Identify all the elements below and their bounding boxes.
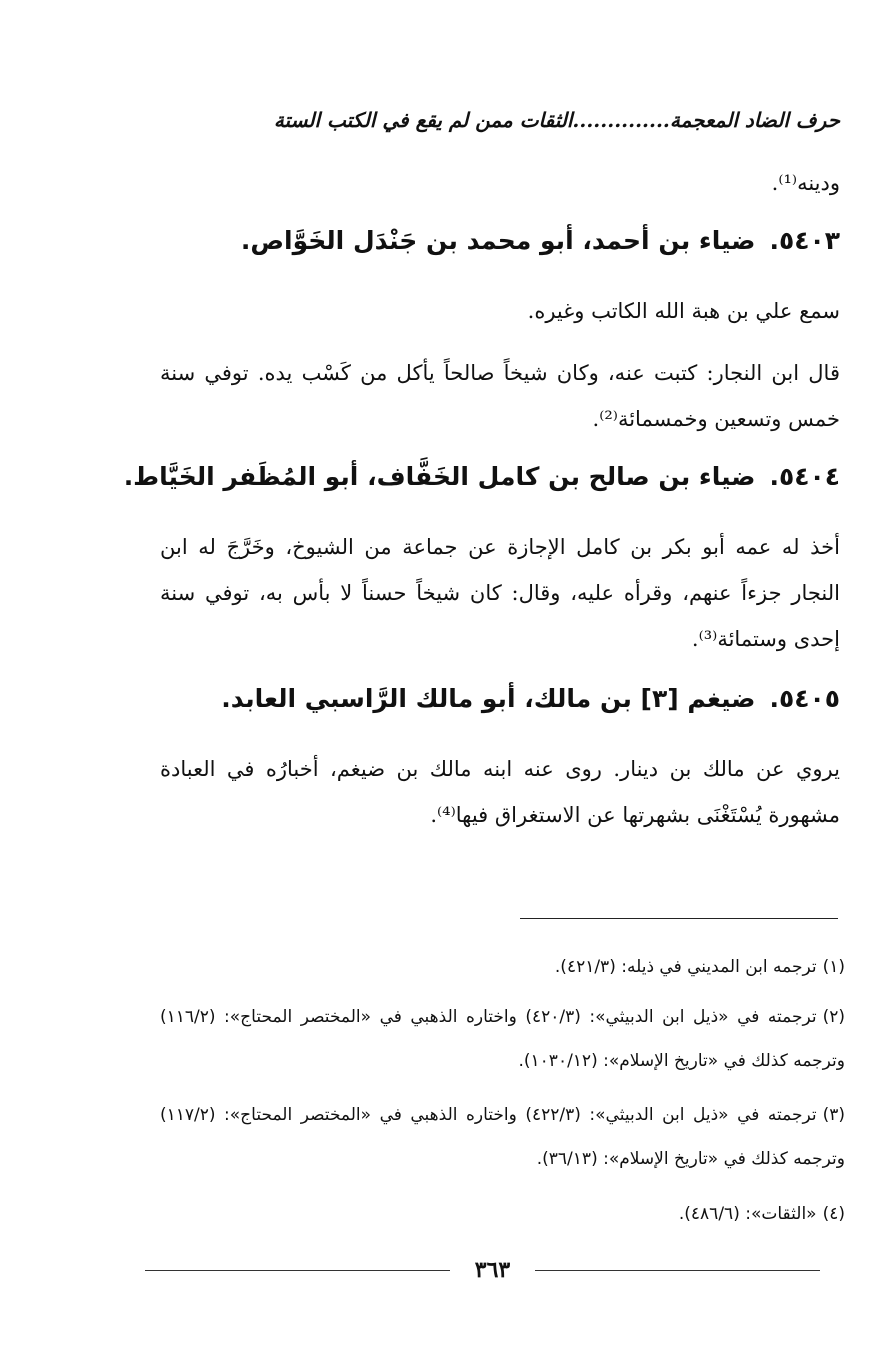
footnote-label: (٣) bbox=[822, 1105, 845, 1125]
entry-heading bbox=[160, 226, 840, 255]
entry-heading bbox=[123, 462, 840, 491]
footnote-separator bbox=[520, 918, 838, 919]
entry-number: ٥٤٠٥. bbox=[769, 684, 840, 713]
entry-title: ضياء بن أحمد، أبو محمد بن جَنْدَل الخَوَّاص. bbox=[240, 226, 756, 255]
page-number: ٣٦٣ bbox=[474, 1257, 511, 1283]
entry-heading bbox=[160, 684, 840, 713]
entry-title: ضياء بن صالح بن كامل الخَفَّاف، أبو المُظَفر الخَيَّاط. bbox=[123, 462, 756, 491]
footer-rule-right bbox=[535, 1270, 820, 1271]
footnote-text: ترجمه ابن المديني في ذيله: (٤٢١/٣). bbox=[554, 957, 817, 977]
footnote bbox=[160, 1192, 845, 1236]
footnote-label: (١) bbox=[822, 957, 845, 977]
footnote bbox=[160, 1093, 845, 1181]
footnote-label: (٢) bbox=[822, 1007, 845, 1027]
footer-rule-left bbox=[145, 1270, 450, 1271]
footnote bbox=[160, 945, 845, 989]
footnote-text: ترجمته في «ذيل ابن الدبيثي»: (٤٢٠/٣) واختاره الذهبي في «المختصر المحتاج»: (١١٦/٢) وترجمه كذلك في «تاريخ الإسلام»: (١٠٣٠/١٢). bbox=[160, 1007, 845, 1071]
running-header: حرف الضاد المعجمة..............الثقات ممن لم يقع في الكتب الستة bbox=[273, 108, 840, 132]
intro-text: ودينه⁽¹⁾. bbox=[771, 171, 840, 195]
footnote bbox=[160, 995, 845, 1083]
footnote-text: «الثقات»: (٤٨٦/٦). bbox=[678, 1204, 817, 1224]
entry-paragraph: قال ابن النجار: كتبت عنه، وكان شيخاً صالحاً يأكل من كَسْب يده. توفي سنة خمس وتسعين وخمسمائة⁽²⁾. bbox=[160, 361, 840, 431]
footnote-label: (٤) bbox=[822, 1204, 845, 1224]
entry-number: ٥٤٠٤. bbox=[769, 462, 840, 491]
entry-title: ضيغم [٣] بن مالك، أبو مالك الرَّاسبي العابد. bbox=[221, 684, 756, 713]
entry-paragraph: يروي عن مالك بن دينار. روى عنه ابنه مالك بن ضيغم، أخبارُه في العبادة مشهورة يُسْتَغْنَى بشهرتها عن الاستغراق فيها⁽⁴⁾. bbox=[160, 757, 840, 827]
entry-paragraph: أخذ له عمه أبو بكر بن كامل الإجازة عن جماعة من الشيوخ، وخَرَّجَ له ابن النجار جزءاً عنهم، وقرأه عليه، وقال: كان شيخاً حسناً لا بأس به، توفي سنة إحدى وستمائة⁽³⁾. bbox=[160, 535, 840, 651]
footnote-text: ترجمته في «ذيل ابن الدبيثي»: (٤٢٢/٣) واختاره الذهبي في «المختصر المحتاج»: (١١٧/٢) وترجمه كذلك في «تاريخ الإسلام»: (٣٦/١٣). bbox=[160, 1105, 845, 1169]
entry-paragraph: سمع علي بن هبة الله الكاتب وغيره. bbox=[527, 299, 840, 323]
entry-number: ٥٤٠٣. bbox=[769, 226, 840, 255]
